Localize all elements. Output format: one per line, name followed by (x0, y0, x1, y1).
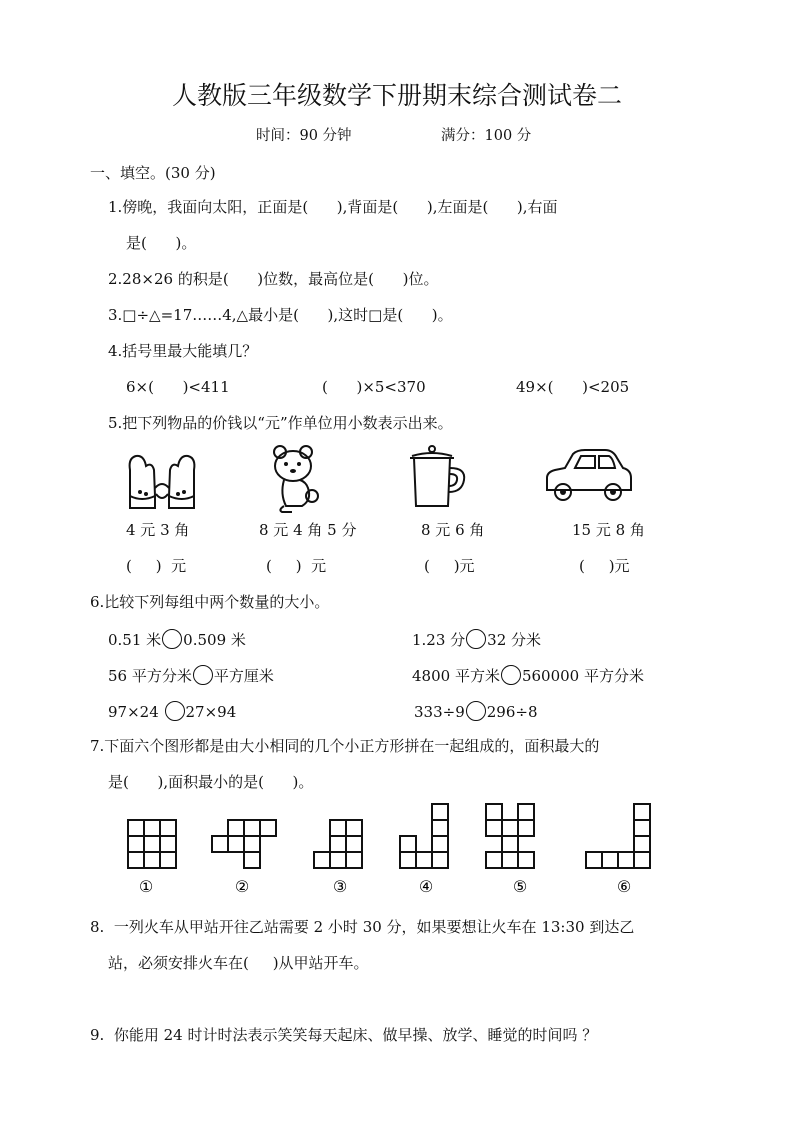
unit-square (432, 836, 448, 852)
unit-square (634, 836, 650, 852)
unit-square (346, 836, 362, 852)
unit-square (346, 852, 362, 868)
unit-square (486, 852, 502, 868)
question-5: 5.把下列物品的价钱以“元”作单位用小数表示出来。 (108, 414, 453, 432)
unit-square (330, 820, 346, 836)
figure-5 (486, 804, 534, 868)
unit-square (518, 852, 534, 868)
unit-square (502, 820, 518, 836)
question-6: 6.比较下列每组中两个数量的大小。 (90, 593, 330, 611)
comparison-left: 0.51 米 (108, 631, 162, 649)
unit-square (618, 852, 634, 868)
figure-4 (400, 804, 448, 868)
unit-square (400, 836, 416, 852)
toy-car-picture (543, 446, 635, 504)
unit-square (432, 804, 448, 820)
unit-square (160, 820, 176, 836)
unit-square (586, 852, 602, 868)
comparison-left: 333÷9 (414, 703, 465, 721)
comparison-left: 97×24 (108, 703, 164, 721)
full-score: 满分：100 分 (441, 128, 532, 144)
comparison-right: 560000 平方分米 (521, 667, 644, 685)
unit-square (244, 852, 260, 868)
comparison-right: 0.509 米 (183, 631, 246, 649)
unit-square (330, 836, 346, 852)
question-1-line-1: 1.傍晚，我面向太阳，正面是( ),背面是( ),左面是( ),右面 (108, 198, 558, 216)
page-title: 人教版三年级数学下册期末综合测试卷二 (171, 81, 622, 110)
unit-square (346, 820, 362, 836)
unit-square (144, 852, 160, 868)
comparison-right: 32 分米 (487, 631, 542, 649)
figure-label: ④ (418, 877, 434, 896)
question-8-line-1: 8. 一列火车从甲站开往乙站需要 2 小时 30 分，如果要想让火车在 13:30 到达乙 (90, 918, 635, 936)
figure-label: ③ (332, 877, 348, 896)
mittens-picture (122, 452, 202, 512)
comparison-item (414, 701, 538, 721)
figure-2 (212, 820, 276, 868)
unit-square (502, 852, 518, 868)
compare-circle-icon (165, 701, 185, 721)
question-1-line-2: 是( )。 (126, 234, 197, 252)
q4-item: ( )×5<370 (322, 378, 426, 396)
q5-price: 4 元 3 角 (126, 521, 190, 539)
q5-price: 8 元 6 角 (421, 521, 485, 539)
unit-square (486, 820, 502, 836)
teddy-bear-picture (266, 444, 326, 514)
q5-answer-blank: ( )元 (424, 557, 475, 575)
q4-item: 49×( )<205 (516, 378, 630, 396)
q5-answer-blank: ( ) 元 (266, 557, 327, 575)
comparison-item (108, 701, 236, 721)
figure-6 (586, 804, 650, 868)
unit-square (144, 836, 160, 852)
comparison-left: 1.23 分 (412, 631, 466, 649)
section-heading: 一、填空。(30 分) (90, 164, 216, 182)
unit-square (634, 804, 650, 820)
comparison-right: 平方厘米 (213, 667, 274, 685)
figure-label: ① (138, 877, 154, 896)
unit-square (128, 820, 144, 836)
unit-square (128, 852, 144, 868)
question-8-line-2: 站，必须安排火车在( )从甲站开车。 (108, 954, 369, 972)
q5-answer-blank: ( )元 (579, 557, 630, 575)
figure-3 (314, 820, 362, 868)
unit-square (212, 836, 228, 852)
time-limit: 时间：90 分钟 (256, 128, 352, 144)
comparison-item (108, 665, 274, 685)
q5-price: 15 元 8 角 (572, 521, 645, 539)
unit-square (228, 820, 244, 836)
figure-label: ⑤ (512, 877, 528, 896)
comparison-right: 27×94 (185, 703, 237, 721)
unit-square (260, 820, 276, 836)
unit-square (518, 804, 534, 820)
comparison-item (412, 629, 541, 649)
comparison-left: 4800 平方米 (412, 667, 500, 685)
unit-square (400, 852, 416, 868)
compare-circle-icon (466, 701, 486, 721)
compare-circle-icon (193, 665, 213, 685)
question-4: 4.括号里最大能填几？ (108, 342, 258, 360)
unit-square (432, 820, 448, 836)
unit-square (330, 852, 346, 868)
figure-label: ② (234, 877, 250, 896)
comparison-item (108, 629, 246, 649)
comparison-right: 296÷8 (486, 703, 538, 721)
q7-figures (120, 800, 660, 900)
q5-price: 8 元 4 角 5 分 (259, 521, 357, 539)
unit-square (502, 836, 518, 852)
compare-circle-icon (162, 629, 182, 649)
q5-answer-blank: ( ) 元 (126, 557, 187, 575)
unit-square (160, 852, 176, 868)
question-2: 2.28×26 的积是( )位数，最高位是( )位。 (108, 270, 439, 288)
q4-item: 6×( )<411 (126, 378, 230, 396)
unit-square (518, 820, 534, 836)
unit-square (634, 820, 650, 836)
unit-square (432, 852, 448, 868)
question-7-line-2: 是( ),面积最小的是( )。 (108, 773, 314, 791)
figure-label: ⑥ (616, 877, 632, 896)
unit-square (244, 836, 260, 852)
unit-square (602, 852, 618, 868)
question-3: 3.□÷△=17……4,△最小是( ),这时□是( )。 (108, 306, 453, 324)
unit-square (486, 804, 502, 820)
unit-square (244, 820, 260, 836)
figure-1 (128, 820, 176, 868)
comparison-left: 56 平方分米 (108, 667, 192, 685)
compare-circle-icon (501, 665, 521, 685)
comparison-item (412, 665, 644, 685)
unit-square (144, 820, 160, 836)
unit-square (634, 852, 650, 868)
question-9: 9. 你能用 24 时计时法表示笑笑每天起床、做早操、放学、睡觉的时间吗 ？ (90, 1026, 598, 1044)
unit-square (314, 852, 330, 868)
question-7-line-1: 7.下面六个图形都是由大小相同的几个小正方形拼在一起组成的，面积最大的 (90, 737, 600, 755)
unit-square (416, 852, 432, 868)
mug-picture (404, 444, 470, 510)
unit-square (160, 836, 176, 852)
compare-circle-icon (466, 629, 486, 649)
unit-square (228, 836, 244, 852)
unit-square (128, 836, 144, 852)
